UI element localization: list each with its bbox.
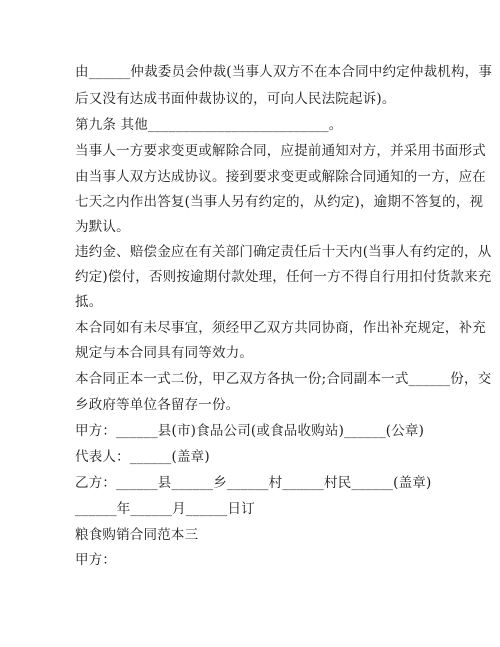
text-line: 为默认。 [75,219,130,235]
text-line: 第九条 其他__________________________。 [75,117,343,133]
text-line: 由当事人双方达成协议。接到要求变更或解除合同通知的一方，应在 [75,169,486,185]
text-line: 七天之内作出答复(当事人另有约定的，从约定)，逾期不答复的，视 [75,194,484,210]
text-line: 违约金、赔偿金应在有关部门确定责任后十天内(当事人有约定的，从 [75,244,492,260]
text-line: 当事人一方要求变更或解除合同，应提前通知对方，并采用书面形式 [75,143,486,159]
section-title: 粮食购销合同范本三 [75,527,199,543]
signature-line: 乙方：______县______乡______村______村民______(盖章) [75,475,432,491]
text-line: 规定与本合同具有同等效力。 [75,345,254,361]
signature-line: 甲方：______县(市)食品公司(或食品收购站)______(公章) [75,423,425,439]
text-line: 抵。 [75,294,103,310]
text-line: 本合同如有未尽事宜，须经甲乙双方共同协商，作出补充规定，补充 [75,320,486,336]
text-line: 后又没有达成书面仲裁协议的，可向人民法院起诉)。 [75,91,396,107]
text-line: 本合同正本一式二份，甲乙双方各执一份;合同副本一式______份，交 [75,371,492,387]
text-line: 约定)偿付，否则按逾期付款处理，任何一方不得自行用扣付货款来充 [75,269,492,285]
party-label: 甲方： [75,552,117,568]
text-line: 由______仲裁委员会仲裁(当事人双方不在本合同中约定仲裁机构，事 [75,64,493,80]
signature-line: 代表人：______(盖章) [75,449,210,465]
date-line: ______年______月______日订 [75,501,255,517]
text-line: 乡政府等单位各留存一份。 [75,397,240,413]
